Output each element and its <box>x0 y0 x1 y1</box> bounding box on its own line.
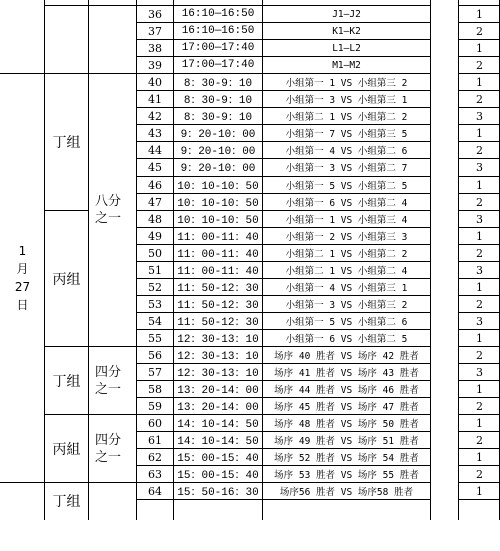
court-number: 1 <box>476 126 483 140</box>
grid-line-h <box>136 499 431 500</box>
grid-line-v <box>173 0 174 520</box>
match-number: 55 <box>148 331 162 345</box>
match-time: 14：10-14：50 <box>177 436 259 448</box>
match-time: 11：00-11：40 <box>177 266 259 278</box>
court-number: 1 <box>476 7 483 21</box>
group-label: 丙组 <box>52 271 81 288</box>
court-number: 3 <box>476 160 483 174</box>
match-number: 47 <box>148 195 162 209</box>
court-number: 3 <box>476 365 483 379</box>
court-number: 1 <box>476 416 483 430</box>
match-time: 11：50-12：30 <box>177 300 259 312</box>
matchup: 小组第一 5 VS 小组第二 5 <box>285 181 408 192</box>
match-number: 52 <box>148 280 162 294</box>
matchup: 小组第二 1 VS 小组第二 2 <box>285 112 408 123</box>
court-number: 1 <box>476 75 483 89</box>
court-number: 1 <box>476 382 483 396</box>
matchup: 场序 48 胜者 VS 场序 50 胜者 <box>274 419 419 430</box>
match-time: 13：20-14：00 <box>177 402 259 414</box>
court-number: 3 <box>476 314 483 328</box>
match-number: 56 <box>148 348 162 362</box>
court-number: 2 <box>476 24 483 38</box>
match-number: 53 <box>148 297 162 311</box>
matchup: 小组第一 4 VS 小组第二 6 <box>285 146 408 157</box>
matchup: 场序 45 胜者 VS 场序 47 胜者 <box>274 402 419 413</box>
match-number: 54 <box>148 314 162 328</box>
court-number: 2 <box>476 467 483 481</box>
match-number: 43 <box>148 126 162 140</box>
court-number: 2 <box>476 143 483 157</box>
court-number: 3 <box>476 212 483 226</box>
grid-line-h <box>88 5 137 6</box>
match-time: 10：10-10：50 <box>177 181 259 193</box>
matchup: 小组第一 5 VS 小组第二 6 <box>285 317 408 328</box>
matchup: 场序 53 胜者 VS 场序 55 胜者 <box>274 470 419 481</box>
stage-label: 四分之一 <box>95 432 122 465</box>
court-number: 2 <box>476 246 483 260</box>
court-number: 2 <box>476 399 483 413</box>
matchup: 场序 52 胜者 VS 场序 54 胜者 <box>274 453 419 464</box>
court-number: 2 <box>476 348 483 362</box>
matchup: 小组第一 1 VS 小组第三 2 <box>285 78 408 89</box>
group-label: 丙組 <box>52 441 81 458</box>
court-number: 1 <box>476 484 483 498</box>
court-number: 1 <box>476 450 483 464</box>
match-time: 11：00-11：40 <box>177 232 259 244</box>
court-number: 1 <box>476 229 483 243</box>
match-time: 11：50-12：30 <box>177 317 259 329</box>
matchup: K1—K2 <box>332 25 361 37</box>
stage-label: 四分之一 <box>95 364 122 397</box>
court-number: 1 <box>476 280 483 294</box>
match-number: 36 <box>148 7 162 21</box>
match-number: 64 <box>148 484 162 498</box>
match-time: 15：50-16：30 <box>177 487 259 499</box>
match-time: 12：30-13：10 <box>177 351 259 363</box>
grid-line-v <box>136 0 137 520</box>
match-time: 11：00-11：40 <box>177 249 259 261</box>
matchup: 场序 41 胜者 VS 场序 43 胜者 <box>274 368 419 379</box>
matchup: 小组第一 6 VS 小组第二 5 <box>285 334 408 345</box>
match-time: 8：30-9：10 <box>183 95 253 107</box>
grid-line-h <box>458 5 500 6</box>
date-label-part: 月 <box>16 262 29 276</box>
match-time: 17:00—17:40 <box>181 59 255 71</box>
match-time: 9：20-10：00 <box>180 163 256 175</box>
matchup: J1—J2 <box>332 8 361 20</box>
matchup: 小组第一 3 VS 小组第二 7 <box>285 163 408 174</box>
match-number: 49 <box>148 229 162 243</box>
grid-line-h <box>88 482 137 483</box>
match-number: 58 <box>148 382 162 396</box>
group-label: 丁组 <box>52 494 81 510</box>
match-number: 38 <box>148 41 162 55</box>
match-time: 14：10-14：50 <box>177 419 259 431</box>
match-time: 13：20-14：00 <box>177 385 259 397</box>
match-time: 16:10—16:50 <box>181 25 255 37</box>
stage-label: 八分之一 <box>95 194 122 226</box>
match-number: 60 <box>148 416 162 430</box>
match-number: 46 <box>148 178 162 192</box>
matchup: 小组第一 6 VS 小组第二 4 <box>285 198 408 209</box>
match-time: 15：00-15：40 <box>177 470 259 482</box>
match-number: 39 <box>148 58 162 72</box>
grid-line-h <box>44 5 89 6</box>
match-time: 11：50-12：30 <box>177 283 259 295</box>
date-label-part: 日 <box>16 298 29 312</box>
court-number: 1 <box>476 41 483 55</box>
grid-line-v <box>458 0 459 520</box>
matchup: 场序56 胜者 VS 场序58 胜者 <box>279 487 414 498</box>
match-number: 50 <box>148 246 162 260</box>
matchup: 小组第一 7 VS 小组第三 5 <box>285 129 408 140</box>
court-number: 2 <box>476 433 483 447</box>
matchup: 小组第二 1 VS 小组第二 2 <box>285 249 408 260</box>
match-time: 8：30-9：10 <box>183 112 253 124</box>
grid-line-h <box>136 5 431 6</box>
court-number: 2 <box>476 297 483 311</box>
match-number: 45 <box>148 160 162 174</box>
matchup: 小组第二 1 VS 小组第二 4 <box>285 266 408 277</box>
match-time: 16:10—16:50 <box>181 8 255 20</box>
matchup: 小组第一 2 VS 小组第三 3 <box>285 232 408 243</box>
match-number: 51 <box>148 263 162 277</box>
match-number: 37 <box>148 24 162 38</box>
match-number: 48 <box>148 212 162 226</box>
grid-line-v <box>430 0 431 520</box>
matchup: 小组第一 3 VS 小组第三 1 <box>285 95 408 106</box>
matchup: M1—M2 <box>332 59 361 71</box>
grid-line-v <box>262 0 263 520</box>
court-number: 3 <box>476 109 483 123</box>
match-number: 40 <box>148 75 162 89</box>
match-number: 61 <box>148 433 162 447</box>
match-time: 12：30-13：10 <box>177 334 259 346</box>
matchup: 场序 49 胜者 VS 场序 51 胜者 <box>274 436 419 447</box>
match-time: 8：30-9：10 <box>183 78 253 90</box>
court-number: 3 <box>476 263 483 277</box>
match-time: 17:00—17:40 <box>181 42 255 54</box>
date-label-part: 27 <box>14 280 31 294</box>
matchup: 小组第一 4 VS 小组第三 1 <box>285 283 408 294</box>
group-label: 丁组 <box>52 373 81 390</box>
match-number: 42 <box>148 109 162 123</box>
court-number: 2 <box>476 92 483 106</box>
matchup: 场序 40 胜者 VS 场序 42 胜者 <box>274 351 419 362</box>
date-label-part: 1 <box>18 244 27 258</box>
match-number: 57 <box>148 365 162 379</box>
matchup: 场序 44 胜者 VS 场序 46 胜者 <box>274 385 419 396</box>
match-number: 63 <box>148 467 162 481</box>
grid-line-h <box>0 482 45 483</box>
match-number: 41 <box>148 92 162 106</box>
matchup: 小组第一 1 VS 小组第三 4 <box>285 215 408 226</box>
match-time: 15：00-15：40 <box>177 453 259 465</box>
court-number: 2 <box>476 58 483 72</box>
match-time: 10：10-10：50 <box>177 215 259 227</box>
grid-line-h <box>458 499 500 500</box>
court-number: 1 <box>476 178 483 192</box>
match-time: 10：10-10：50 <box>177 198 259 210</box>
match-time: 9：20-10：00 <box>180 146 256 158</box>
matchup: L1—L2 <box>332 42 361 54</box>
matchup: 小组第一 3 VS 小组第三 2 <box>285 300 408 311</box>
match-number: 62 <box>148 450 162 464</box>
match-time: 9：20-10：00 <box>180 129 256 141</box>
match-number: 44 <box>148 143 162 157</box>
date-label <box>1 74 44 482</box>
group-label: 丁组 <box>52 134 81 151</box>
court-number: 2 <box>476 195 483 209</box>
match-number: 59 <box>148 399 162 413</box>
match-time: 12：30-13：10 <box>177 368 259 380</box>
court-number: 1 <box>476 331 483 345</box>
